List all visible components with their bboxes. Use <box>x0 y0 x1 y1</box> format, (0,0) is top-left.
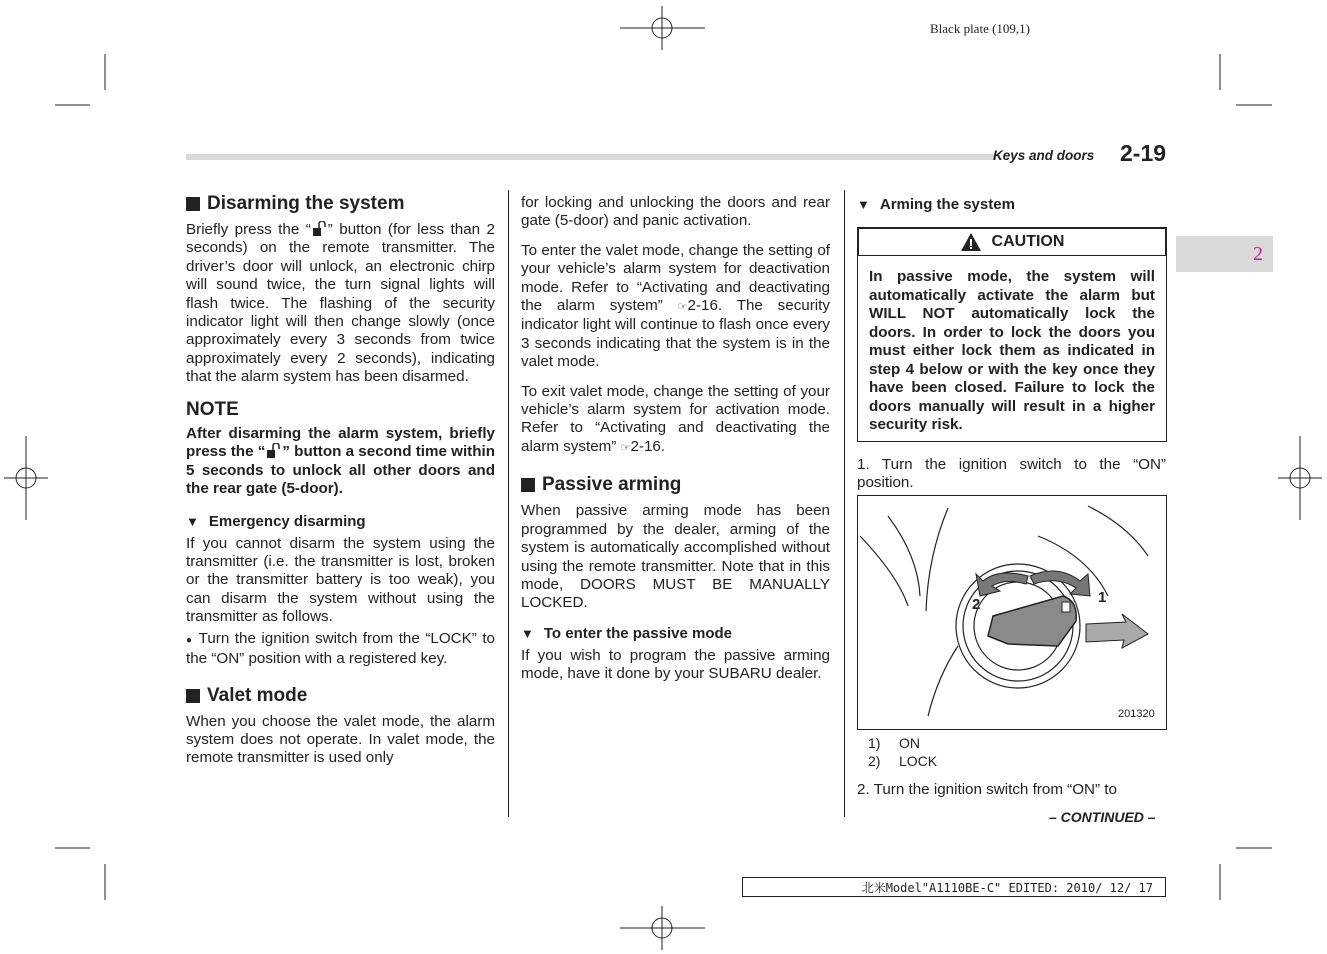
valet-enter-paragraph: To enter the valet mode, change the setting of your vehicle’s alarm system for deactivation mode. Refer to “Activating and deactivating the alarm system” ☞2-16. The security indicator light will continue to flash once every 3 seconds indicating that the system is in the valet mode. <box>521 241 830 371</box>
emergency-bullet: ● Turn the ignition switch from the “LOCK” to the “ON” position with a registered key. <box>186 629 496 668</box>
footer-text: 北米Model"A1110BE-C" EDITED: 2010/ 12/ 17 <box>861 880 1153 895</box>
caution-text: In passive mode, the system will automatically activate the alarm but WILL NOT automatically lock the doors. In order to lock the doors you must either lock them as indicated in step 4 below or with the key once they have been closed. Failure to lock the doors manually will result in a higher security risk. <box>869 268 1155 433</box>
warning-icon <box>960 232 982 252</box>
valet-continued-paragraph: for locking and unlocking the doors and rear gate (5-door) and panic activation. <box>521 194 830 230</box>
triangle-down-icon: ▼ <box>521 625 534 641</box>
triangle-down-icon: ▼ <box>857 197 870 212</box>
step-2: 2. Turn the ignition switch from “ON” to <box>857 781 1117 798</box>
pull-out-arrow <box>1086 614 1148 648</box>
caution-label: CAUTION <box>991 233 1065 250</box>
disarming-paragraph: Briefly press the “ ” button (for less than 2 seconds) on the remote transmitter. The driver’s door will unlock, an electronic chirp will sound twice, the turn signal lights will flash twice. The flashing of the security indicator light will then change slowly (once approximately every 3 seconds from twice approximately every 2 seconds), indicating that the alarm system has been disarmed. <box>186 221 495 386</box>
note-text: After disarming the alarm system, briefly press the “ ” button a second time within 5 seconds to unlock all other doors and the rear gate (5-door). <box>186 424 496 498</box>
column-divider-1 <box>508 190 509 817</box>
header-rule <box>186 154 996 160</box>
footer-edit-box <box>742 877 1166 897</box>
ignition-figure <box>857 495 1167 730</box>
continued-label: – CONTINUED – <box>1049 809 1156 825</box>
passive-paragraph: When passive arming mode has been programmed by the dealer, arming of the system is automatically accomplished without using the remote transmitter. Note that in this mode, DOORS MUST BE MANUALLY LOCKED. <box>521 502 830 612</box>
figure-legend <box>868 734 937 770</box>
figure-label-1: 1 <box>1098 589 1107 606</box>
step-1: 1. Turn the ignition switch to the “ON” position. <box>857 456 1166 492</box>
column-divider-2 <box>844 190 845 817</box>
legend-item: 2) LOCK <box>868 753 938 769</box>
unlock-icon <box>265 443 282 459</box>
emergency-heading: ▼ Emergency disarming <box>186 512 366 530</box>
legend-item: 1) ON <box>868 735 920 751</box>
passive-heading: Passive arming <box>521 474 830 496</box>
chapter-tab <box>1176 236 1273 272</box>
reference-icon: ☞ <box>677 301 688 314</box>
column-1 <box>186 193 495 768</box>
page-number: 2-19 <box>1120 140 1167 166</box>
disarming-heading: Disarming the system <box>186 193 495 215</box>
note-heading: NOTE <box>186 398 239 420</box>
valet-paragraph: When you choose the valet mode, the alarm system does not operate. In valet mode, the remote transmitter is used only <box>186 712 495 767</box>
bullet-icon: ● <box>186 634 194 646</box>
valet-heading: Valet mode <box>186 685 495 707</box>
caution-header <box>858 228 1166 256</box>
ignition-illustration <box>858 496 1166 729</box>
arming-heading: ▼ Arming the system <box>857 196 1015 213</box>
chapter-tab-number: 2 <box>1253 242 1263 265</box>
column-2 <box>521 194 830 684</box>
enter-passive-heading: ▼ To enter the passive mode <box>521 624 732 642</box>
on-direction-arrow <box>1030 571 1090 596</box>
unlock-icon <box>311 221 328 237</box>
header-section: Keys and doors <box>993 148 1095 163</box>
figure-label-2: 2 <box>972 596 981 613</box>
caution-box <box>857 227 1167 442</box>
key-head <box>988 596 1076 646</box>
figure-code: 201320 <box>1118 708 1155 720</box>
triangle-down-icon: ▼ <box>186 513 199 529</box>
valet-exit-paragraph: To exit valet mode, change the setting of your vehicle’s alarm system for activation mode. Refer to “Activating and deactivating the alarm system” ☞2-16. <box>521 382 830 455</box>
plate-label: Black plate (109,1) <box>930 21 1030 36</box>
emergency-paragraph: If you cannot disarm the system using the transmitter (i.e. the transmitter is lost, broken or the transmitter battery is too weak), you can disarm the system without using the transmitter as follows. <box>186 534 495 626</box>
enter-passive-paragraph: If you wish to program the passive arming mode, have it done by your SUBARU dealer. <box>521 646 830 683</box>
reference-icon: ☞ <box>620 441 631 454</box>
